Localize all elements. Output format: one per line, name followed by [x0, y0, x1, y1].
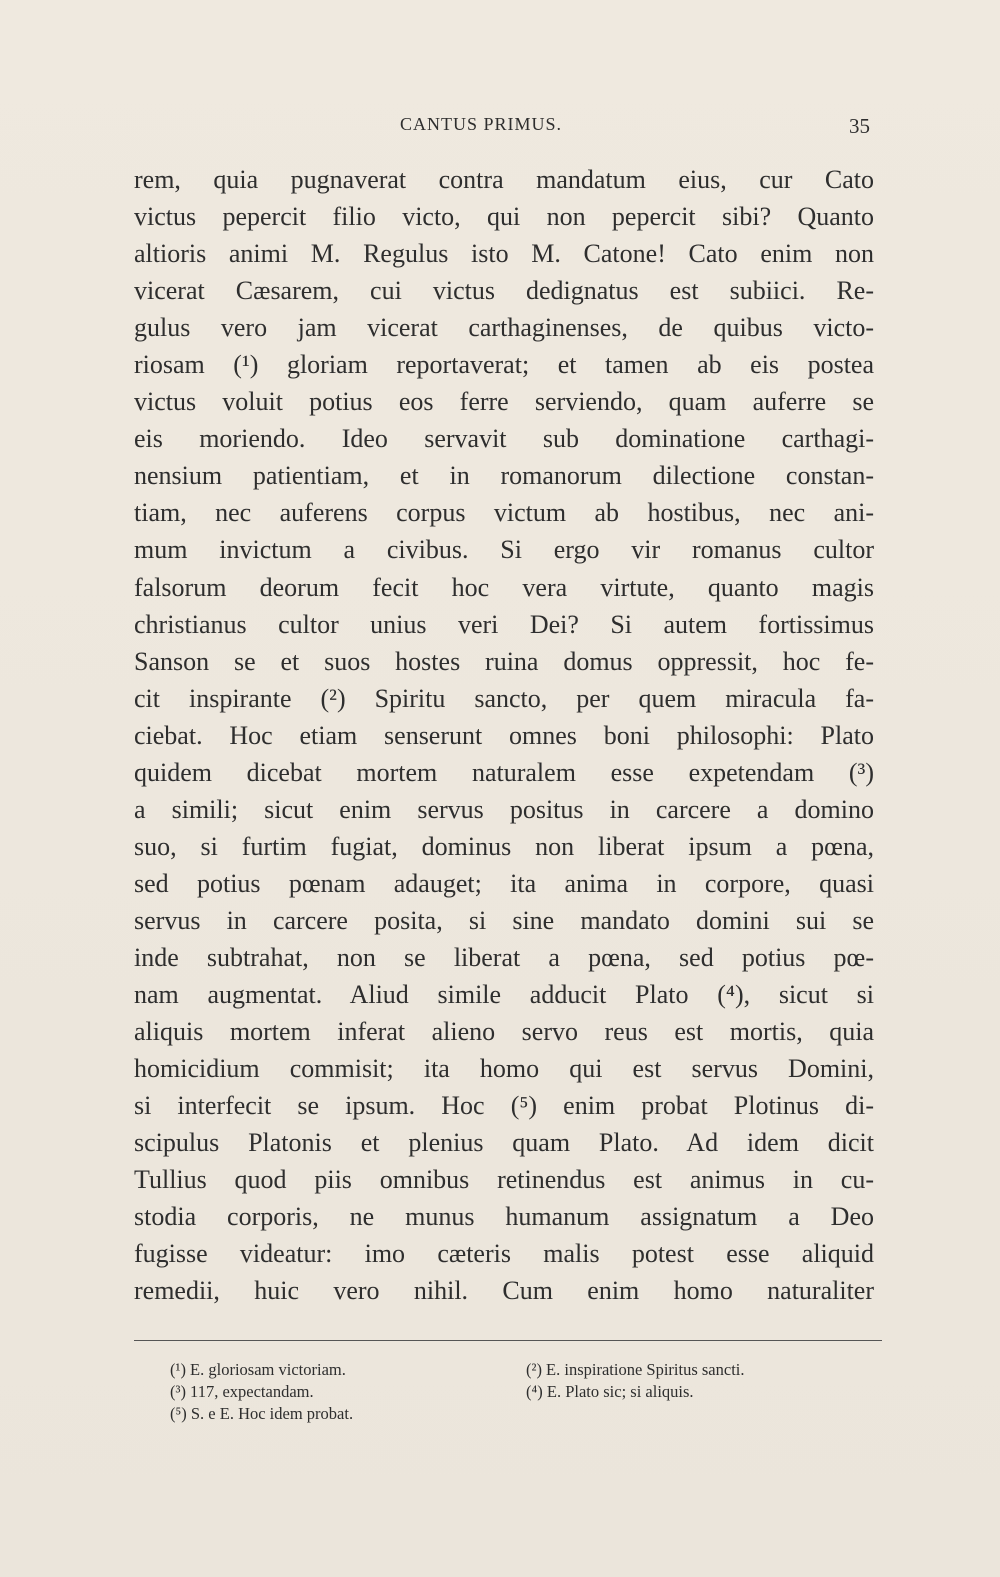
text-line: stodia corporis, ne munus humanum assignatum a Deo	[134, 1202, 874, 1232]
text-line: victus pepercit filio victo, qui non pepercit sibi? Quanto	[134, 202, 874, 232]
footnote-divider	[134, 1340, 882, 1341]
footnote-5: (⁵) S. e E. Hoc idem probat.	[170, 1404, 354, 1423]
running-head	[0, 114, 1000, 144]
footnote-3: (³) 117, expectandam.	[170, 1382, 314, 1401]
page-number: 35	[849, 114, 870, 138]
text-line: riosam (¹) gloriam reportaverat; et tamen ab eis postea	[134, 350, 874, 380]
text-line: Sanson se et suos hostes ruina domus oppressit, hoc fe-	[134, 646, 874, 676]
text-line: Tullius quod piis omnibus retinendus est animus in cu-	[134, 1165, 874, 1195]
text-line: nensium patientiam, et in romanorum dilectione constan-	[134, 461, 874, 491]
text-line: cit inspirante (²) Spiritu sancto, per quem miracula fa-	[134, 683, 874, 713]
footnote-2: (²) E. inspiratione Spiritus sancti.	[526, 1360, 745, 1379]
text-line: fugisse videatur: imo cæteris malis potest esse aliquid	[134, 1239, 874, 1269]
text-line: altioris animi M. Regulus isto M. Catone! Cato enim non	[134, 239, 874, 269]
body-text	[134, 161, 874, 1309]
text-line: christianus cultor unius veri Dei? Si autem fortissimus	[134, 609, 874, 639]
text-line: eis moriendo. Ideo servavit sub dominatione carthagi-	[134, 424, 874, 454]
text-line: a simili; sicut enim servus positus in carcere a domino	[134, 794, 874, 824]
text-line: aliquis mortem inferat alieno servo reus est mortis, quia	[134, 1017, 874, 1047]
text-line: remedii, huic vero nihil. Cum enim homo naturaliter	[134, 1276, 874, 1306]
footnote-1: (¹) E. gloriosam victoriam.	[170, 1360, 346, 1379]
text-line: suo, si furtim fugiat, dominus non liberat ipsum a pœna,	[134, 831, 874, 861]
text-line: inde subtrahat, non se liberat a pœna, sed potius pœ-	[134, 942, 874, 972]
text-line: rem, quia pugnaverat contra mandatum eius, cur Cato	[134, 165, 874, 194]
text-line: gulus vero jam vicerat carthaginenses, de quibus victo-	[134, 313, 874, 343]
text-line: scipulus Platonis et plenius quam Plato. Ad idem dicit	[134, 1128, 874, 1158]
text-line: tiam, nec auferens corpus victum ab hostibus, nec ani-	[134, 498, 874, 528]
footnote-4: (⁴) E. Plato sic; si aliquis.	[526, 1382, 694, 1401]
text-line: sed potius pœnam adauget; ita anima in corpore, quasi	[134, 868, 874, 898]
text-line: victus voluit potius eos ferre serviendo, quam auferre se	[134, 387, 874, 417]
text-line: falsorum deorum fecit hoc vera virtute, quanto magis	[134, 572, 874, 602]
text-line: nam augmentat. Aliud simile adducit Plato (⁴), sicut si	[134, 980, 874, 1010]
text-line: servus in carcere posita, si sine mandato domini sui se	[134, 905, 874, 935]
running-head-title: CANTUS PRIMUS.	[400, 114, 563, 134]
text-line: si interfecit se ipsum. Hoc (⁵) enim probat Plotinus di-	[134, 1091, 874, 1121]
text-line: homicidium commisit; ita homo qui est servus Domini,	[134, 1054, 874, 1084]
text-line: mum invictum a civibus. Si ergo vir romanus cultor	[134, 535, 874, 565]
text-line: ciebat. Hoc etiam senserunt omnes boni philosophi: Plato	[134, 720, 874, 750]
text-line: quidem dicebat mortem naturalem esse expetendam (³)	[134, 757, 874, 787]
text-line: vicerat Cæsarem, cui victus dedignatus est subiici. Re-	[134, 276, 874, 306]
